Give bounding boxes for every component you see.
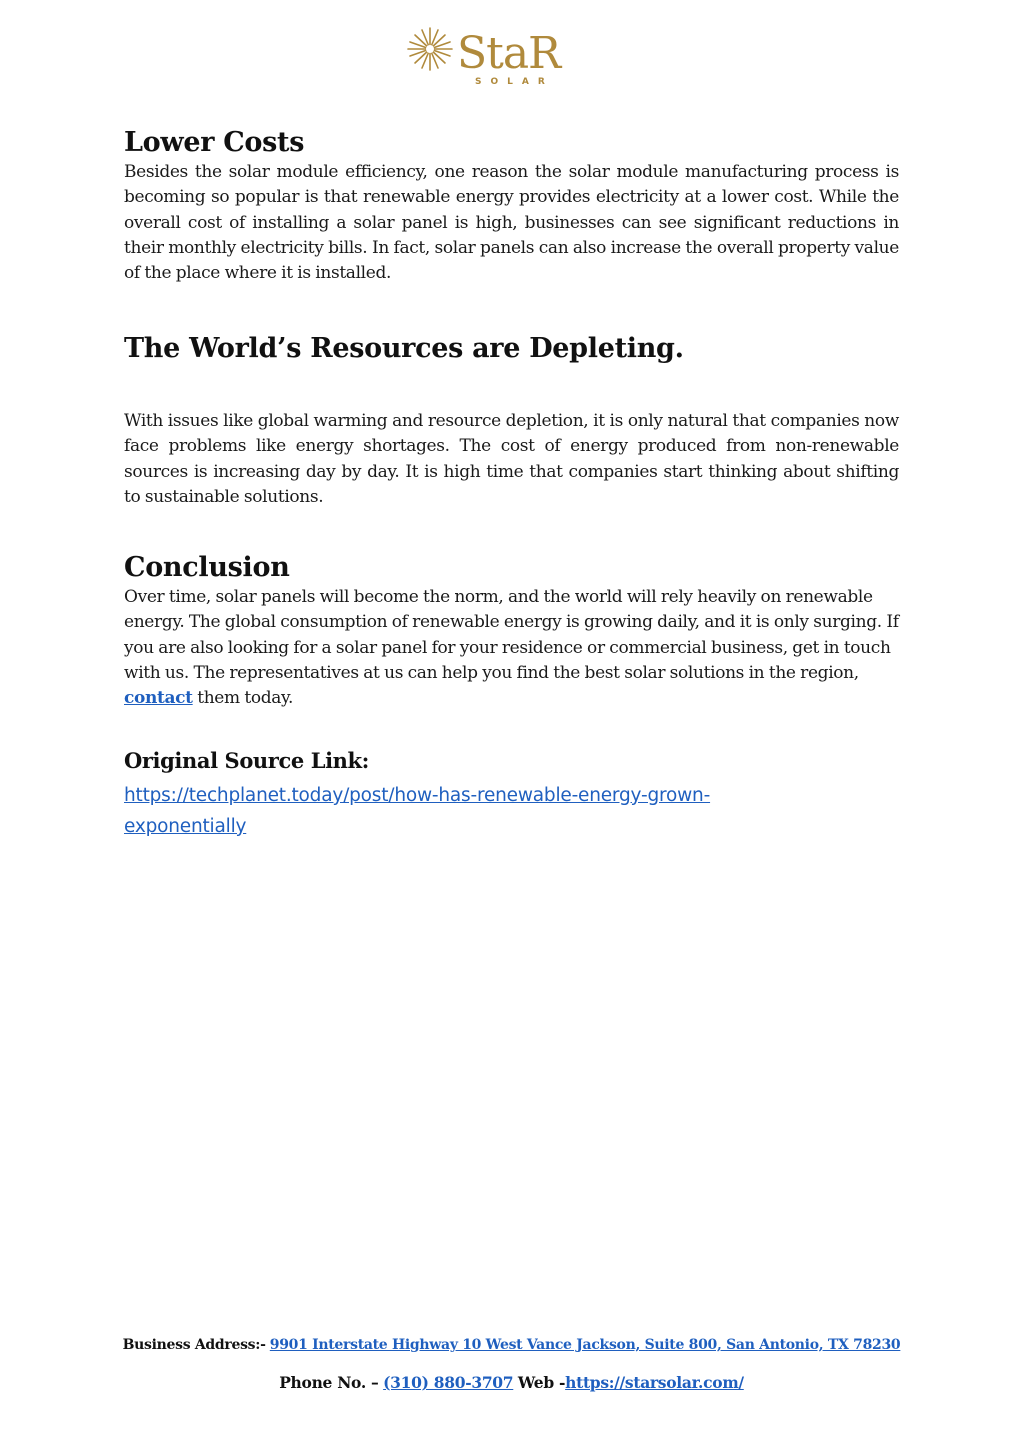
section-conclusion xyxy=(124,551,899,711)
address-label: Business Address:- xyxy=(122,1337,266,1353)
phone-label: Phone No. – xyxy=(279,1373,379,1392)
web-link[interactable]: https://starsolar.com/ xyxy=(565,1373,744,1392)
footer-address xyxy=(0,1337,1023,1353)
phone-link[interactable]: (310) 880-3707 xyxy=(383,1373,514,1392)
source-link[interactable] xyxy=(124,780,824,842)
footer-contact xyxy=(0,1373,1023,1392)
source-link-line-2[interactable]: exponentially xyxy=(124,816,247,837)
section-body xyxy=(124,585,899,711)
source-link-line-1[interactable]: https://techplanet.today/post/how-has-renewable-energy-grown- xyxy=(124,785,711,806)
section-heading: The World’s Resources are Depleting. xyxy=(124,333,684,364)
section-lower-costs xyxy=(124,126,899,286)
sun-center xyxy=(426,45,434,53)
section-heading: Conclusion xyxy=(124,552,290,583)
source-heading: Original Source Link: xyxy=(124,748,370,773)
logo-wordmark: StaR xyxy=(457,28,561,79)
section-heading: Lower Costs xyxy=(124,127,305,158)
address-link[interactable]: 9901 Interstate Highway 10 West Vance Jackson, Suite 800, San Antonio, TX 78230 xyxy=(269,1337,901,1353)
section-resources-body xyxy=(124,409,899,510)
body-text-end: them today. xyxy=(192,688,294,709)
section-body: Besides the solar module efficiency, one reason the solar module manufacturing process is becoming so popular is that renewable energy provides electricity at a lower cost. While the overall cost of installing a solar panel is high, businesses can see significant reductions in their monthly electricity bills. In fact, solar panels can also increase the overall property value of the place where it is installed. xyxy=(124,162,899,284)
contact-link[interactable]: contact xyxy=(124,688,193,709)
section-body: With issues like global warming and resource depletion, it is only natural that companies now face problems like energy shortages. The cost of energy produced from non-renewable sources is increasing day by day. It is high time that companies start thinking about shifting to sustainable solutions. xyxy=(124,411,899,507)
logo-tagline: SOLAR xyxy=(475,77,554,86)
section-resources-depleting xyxy=(124,332,899,366)
body-text: Over time, solar panels will become the norm, and the world will rely heavily on renewable energy. The global consumption of renewable energy is growing daily, and it is only surging. If you are also looking for a solar panel for your residence or commercial business, get in touch with us. The representatives at us can help you find the best solar solutions in the region, xyxy=(124,587,899,683)
web-label: Web - xyxy=(517,1373,566,1392)
star-solar-logo xyxy=(405,22,617,86)
